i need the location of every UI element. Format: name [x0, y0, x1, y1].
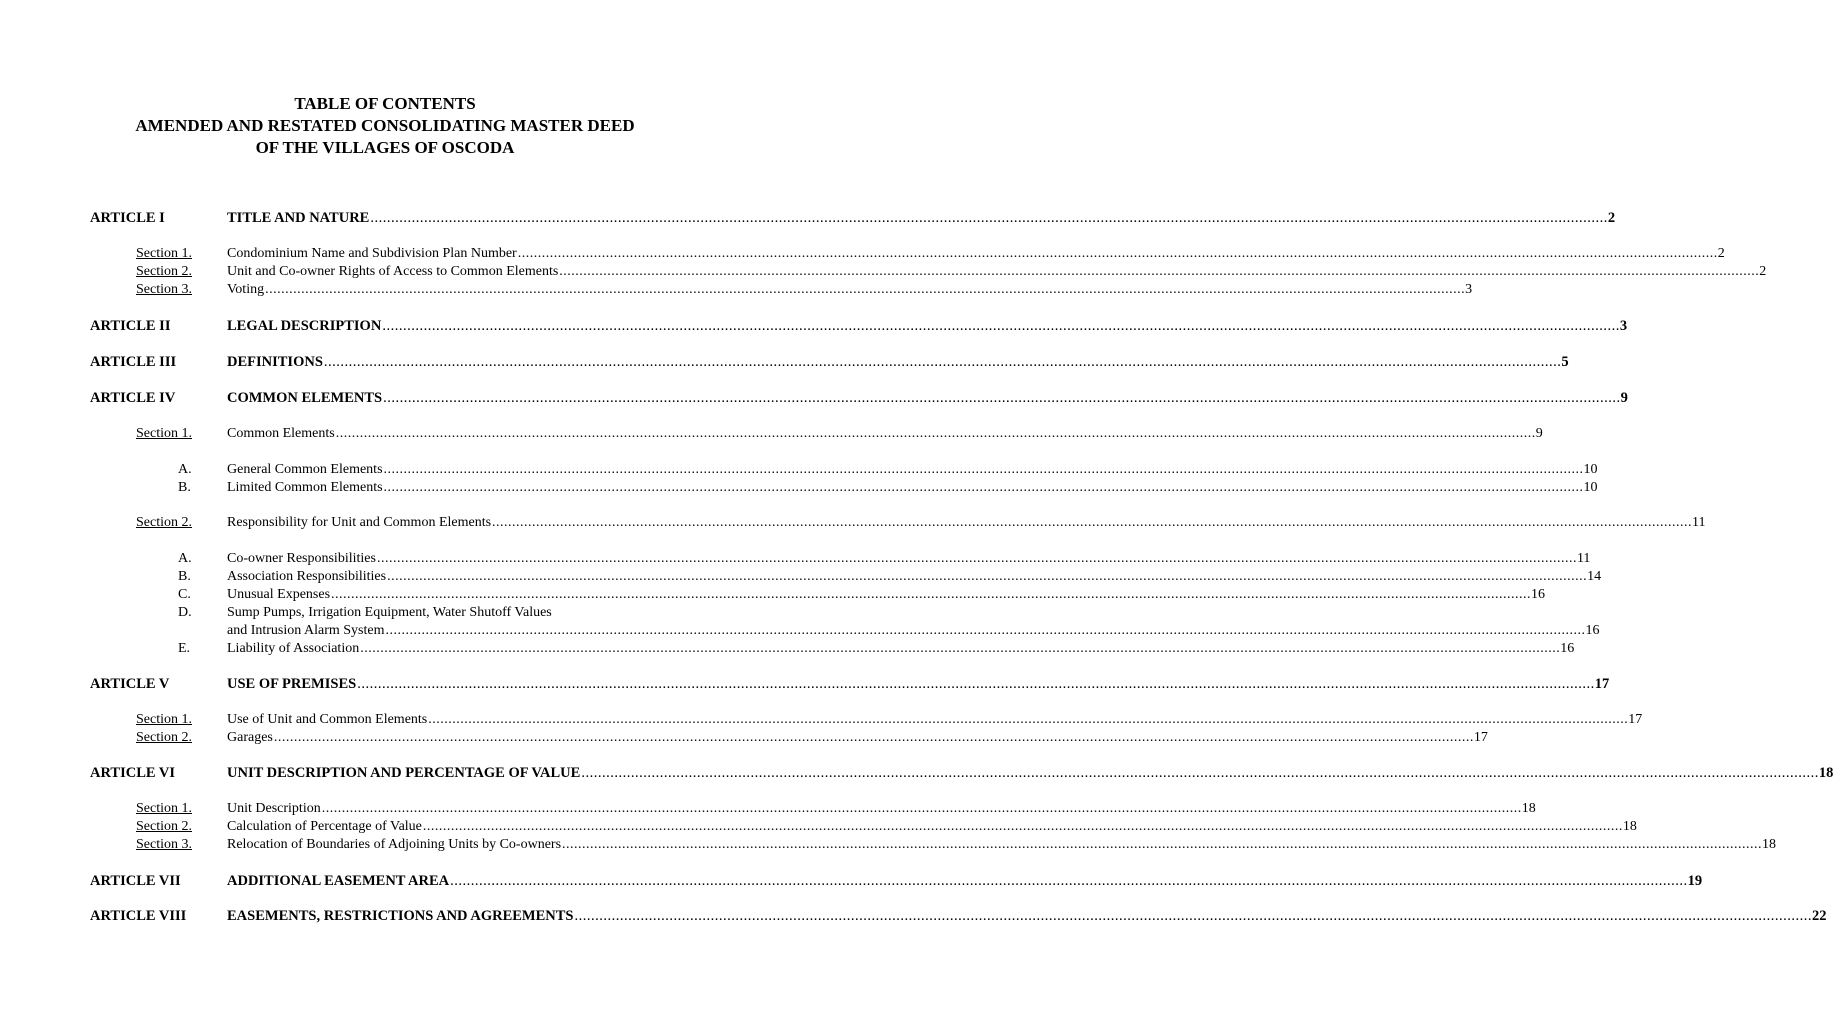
dot-leader: ............................................................................................................................................................................................................................................................................................................	[383, 462, 1584, 477]
toc-article-row	[0, 317, 1628, 335]
toc-article-row	[0, 764, 1833, 782]
toc-entry-row	[0, 479, 1598, 497]
page-number: 18	[1622, 819, 1637, 834]
toc-entry-row	[0, 514, 1706, 532]
dot-leader: ............................................................................................................................................................................................................................................................................................................	[428, 712, 1629, 727]
dot-leader: ............................................................................................................................................................................................................................................................................................................	[559, 264, 1760, 279]
toc-entry-row	[0, 263, 1767, 281]
toc-entry	[227, 622, 1600, 640]
article-label: ARTICLE II	[90, 318, 171, 334]
dot-leader: ............................................................................................................................................................................................................................................................................................................	[370, 210, 1608, 226]
page-number: 9	[1535, 426, 1543, 441]
entry-title: Unusual Expenses	[227, 587, 331, 602]
toc-entry-row	[0, 586, 1546, 604]
toc-entry	[227, 818, 1637, 836]
page-number: 3	[1619, 318, 1628, 334]
toc-article-row	[0, 675, 1610, 693]
article-label: ARTICLE V	[90, 676, 170, 692]
entry-title: Association Responsibilities	[227, 569, 387, 584]
section-label: Section 2.	[136, 264, 192, 279]
entry-title: Garages	[227, 730, 273, 745]
toc-article-row	[0, 389, 1628, 407]
subsection-letter: D.	[178, 605, 192, 620]
toc-entry-row	[0, 568, 1602, 586]
toc-entry-row	[0, 836, 1777, 854]
page-title: TABLE OF CONTENTS	[294, 94, 476, 113]
toc-entry-row	[0, 729, 1488, 747]
page-number: 17	[1473, 730, 1488, 745]
toc-entry	[227, 353, 1569, 371]
page-number: 18	[1762, 837, 1777, 852]
entry-title: Unit Description	[227, 801, 321, 816]
section-label: Section 1.	[136, 801, 192, 816]
article-label: ARTICLE VII	[90, 873, 181, 889]
toc-entry	[227, 800, 1536, 818]
dot-leader: ............................................................................................................................................................................................................................................................................................................	[450, 873, 1688, 889]
toc-entry	[227, 263, 1767, 281]
entry-title: Condominium Name and Subdivision Plan Number	[227, 246, 517, 261]
page-number: 14	[1587, 569, 1602, 584]
section-label: Section 2.	[136, 515, 192, 530]
toc-entry	[227, 209, 1616, 227]
toc-entry	[227, 604, 552, 622]
article-label: ARTICLE VI	[90, 765, 176, 781]
toc-entry	[227, 711, 1643, 729]
section-label: Section 1.	[136, 426, 192, 441]
page-number: 10	[1583, 480, 1598, 495]
subsection-letter: B.	[178, 480, 191, 495]
entry-title: Voting	[227, 282, 265, 297]
toc-entry-row	[0, 604, 770, 622]
toc-entry	[227, 568, 1602, 586]
toc-entry-row	[0, 425, 1543, 443]
toc-entry	[227, 729, 1488, 747]
dot-leader: ............................................................................................................................................................................................................................................................................................................	[323, 354, 1562, 370]
toc-entry	[227, 640, 1575, 658]
dot-leader: ............................................................................................................................................................................................................................................................................................................	[265, 282, 1466, 297]
entry-title: LEGAL DESCRIPTION	[227, 318, 382, 334]
article-label: ARTICLE I	[90, 210, 165, 226]
entry-title: Liability of Association	[227, 641, 360, 656]
dot-leader: ............................................................................................................................................................................................................................................................................................................	[387, 569, 1588, 584]
page-number: 18	[1521, 801, 1536, 816]
toc-entry	[227, 281, 1473, 299]
section-label: Section 3.	[136, 837, 192, 852]
dot-leader: ............................................................................................................................................................................................................................................................................................................	[273, 730, 1474, 745]
toc-entry-row	[0, 281, 1473, 299]
toc-entry	[227, 317, 1628, 335]
subsection-letter: A.	[178, 551, 192, 566]
dot-leader: ............................................................................................................................................................................................................................................................................................................	[331, 587, 1532, 602]
toc-entry	[227, 550, 1591, 568]
page-number: 2	[1717, 246, 1725, 261]
subsection-letter: B.	[178, 569, 191, 584]
toc-article-row	[0, 209, 1616, 227]
page-number: 2	[1759, 264, 1767, 279]
toc-entry-row	[0, 640, 1575, 658]
toc-entry-row	[0, 245, 1725, 263]
subsection-letter: A.	[178, 462, 192, 477]
toc-entry	[227, 245, 1725, 263]
page-number: 5	[1561, 354, 1569, 370]
entry-title: EASEMENTS, RESTRICTIONS AND AGREEMENTS	[227, 908, 574, 924]
dot-leader: ............................................................................................................................................................................................................................................................................................................	[321, 801, 1522, 816]
page-number: 19	[1687, 873, 1703, 889]
dot-leader: ............................................................................................................................................................................................................................................................................................................	[581, 765, 1819, 781]
document-title-line-1: AMENDED AND RESTATED CONSOLIDATING MASTER DEED	[135, 116, 635, 135]
entry-title: Co-owner Responsibilities	[227, 551, 376, 566]
entry-title: Calculation of Percentage of Value	[227, 819, 422, 834]
section-label: Section 2.	[136, 819, 192, 834]
dot-leader: ............................................................................................................................................................................................................................................................................................................	[492, 515, 1693, 530]
page-number: 17	[1628, 712, 1643, 727]
section-label: Section 1.	[136, 246, 192, 261]
toc-article-row	[0, 872, 1703, 890]
toc-entry	[227, 479, 1598, 497]
toc-entry-row	[0, 711, 1643, 729]
page-number: 11	[1692, 515, 1706, 530]
page-number: 9	[1620, 390, 1628, 406]
section-label: Section 3.	[136, 282, 192, 297]
entry-title: and Intrusion Alarm System	[227, 623, 385, 638]
document-title-line-2: OF THE VILLAGES OF OSCODA	[255, 138, 515, 157]
dot-leader: ............................................................................................................................................................................................................................................................................................................	[376, 551, 1577, 566]
page-number: 10	[1583, 462, 1598, 477]
dot-leader: ............................................................................................................................................................................................................................................................................................................	[385, 623, 1586, 638]
entry-title: General Common Elements	[227, 462, 383, 477]
dot-leader: ............................................................................................................................................................................................................................................................................................................	[574, 908, 1812, 924]
toc-entry	[227, 764, 1833, 782]
dot-leader: ............................................................................................................................................................................................................................................................................................................	[335, 426, 1536, 441]
entry-title: Responsibility for Unit and Common Elements	[227, 515, 492, 530]
section-label: Section 2.	[136, 730, 192, 745]
page-number: 11	[1576, 551, 1591, 566]
dot-leader: ............................................................................................................................................................................................................................................................................................................	[360, 641, 1561, 656]
toc-entry-row	[0, 800, 1536, 818]
page-number: 3	[1465, 282, 1473, 297]
toc-entry	[227, 514, 1706, 532]
toc-entry	[227, 675, 1610, 693]
page-number: 22	[1811, 908, 1827, 924]
entry-title: Limited Common Elements	[227, 480, 383, 495]
toc-article-row	[0, 907, 1827, 925]
article-label: ARTICLE III	[90, 354, 177, 370]
entry-title: ADDITIONAL EASEMENT AREA	[227, 873, 450, 889]
article-label: ARTICLE VIII	[90, 908, 187, 924]
toc-entry	[227, 461, 1598, 479]
dot-leader: ............................................................................................................................................................................................................................................................................................................	[357, 676, 1595, 692]
entry-title: TITLE AND NATURE	[227, 210, 370, 226]
entry-title: DEFINITIONS	[227, 354, 323, 370]
entry-title: Sump Pumps, Irrigation Equipment, Water Shutoff Values	[227, 605, 552, 620]
dot-leader: ............................................................................................................................................................................................................................................................................................................	[517, 246, 1718, 261]
toc-entry-row	[0, 622, 1600, 640]
dot-leader: ............................................................................................................................................................................................................................................................................................................	[383, 480, 1584, 495]
toc-entry	[227, 425, 1543, 443]
toc-entry	[227, 907, 1827, 925]
toc-entry-row	[0, 461, 1598, 479]
entry-title: UNIT DESCRIPTION AND PERCENTAGE OF VALUE	[227, 765, 581, 781]
entry-title: Common Elements	[227, 426, 335, 441]
page-number: 18	[1818, 765, 1833, 781]
dot-leader: ............................................................................................................................................................................................................................................................................................................	[383, 390, 1621, 406]
toc-entry-row	[0, 818, 1637, 836]
toc-entry	[227, 872, 1703, 890]
entry-title: Unit and Co-owner Rights of Access to Common Elements	[227, 264, 559, 279]
subsection-letter: C.	[178, 587, 191, 602]
page-number: 16	[1531, 587, 1546, 602]
page-number: 2	[1607, 210, 1616, 226]
dot-leader: ............................................................................................................................................................................................................................................................................................................	[422, 819, 1623, 834]
dot-leader: ............................................................................................................................................................................................................................................................................................................	[562, 837, 1763, 852]
dot-leader: ............................................................................................................................................................................................................................................................................................................	[382, 318, 1620, 334]
toc-entry	[227, 836, 1777, 854]
toc-entry-row	[0, 550, 1591, 568]
entry-title: Relocation of Boundaries of Adjoining Units by Co-owners	[227, 837, 562, 852]
page-number: 16	[1585, 623, 1600, 638]
page-number: 16	[1560, 641, 1575, 656]
toc-entry	[227, 389, 1628, 407]
toc-article-row	[0, 353, 1569, 371]
entry-title: COMMON ELEMENTS	[227, 390, 383, 406]
entry-title: Use of Unit and Common Elements	[227, 712, 428, 727]
article-label: ARTICLE IV	[90, 390, 176, 406]
page-number: 17	[1594, 676, 1610, 692]
section-label: Section 1.	[136, 712, 192, 727]
subsection-letter: E.	[178, 641, 191, 656]
entry-title: USE OF PREMISES	[227, 676, 357, 692]
toc-entry	[227, 586, 1546, 604]
